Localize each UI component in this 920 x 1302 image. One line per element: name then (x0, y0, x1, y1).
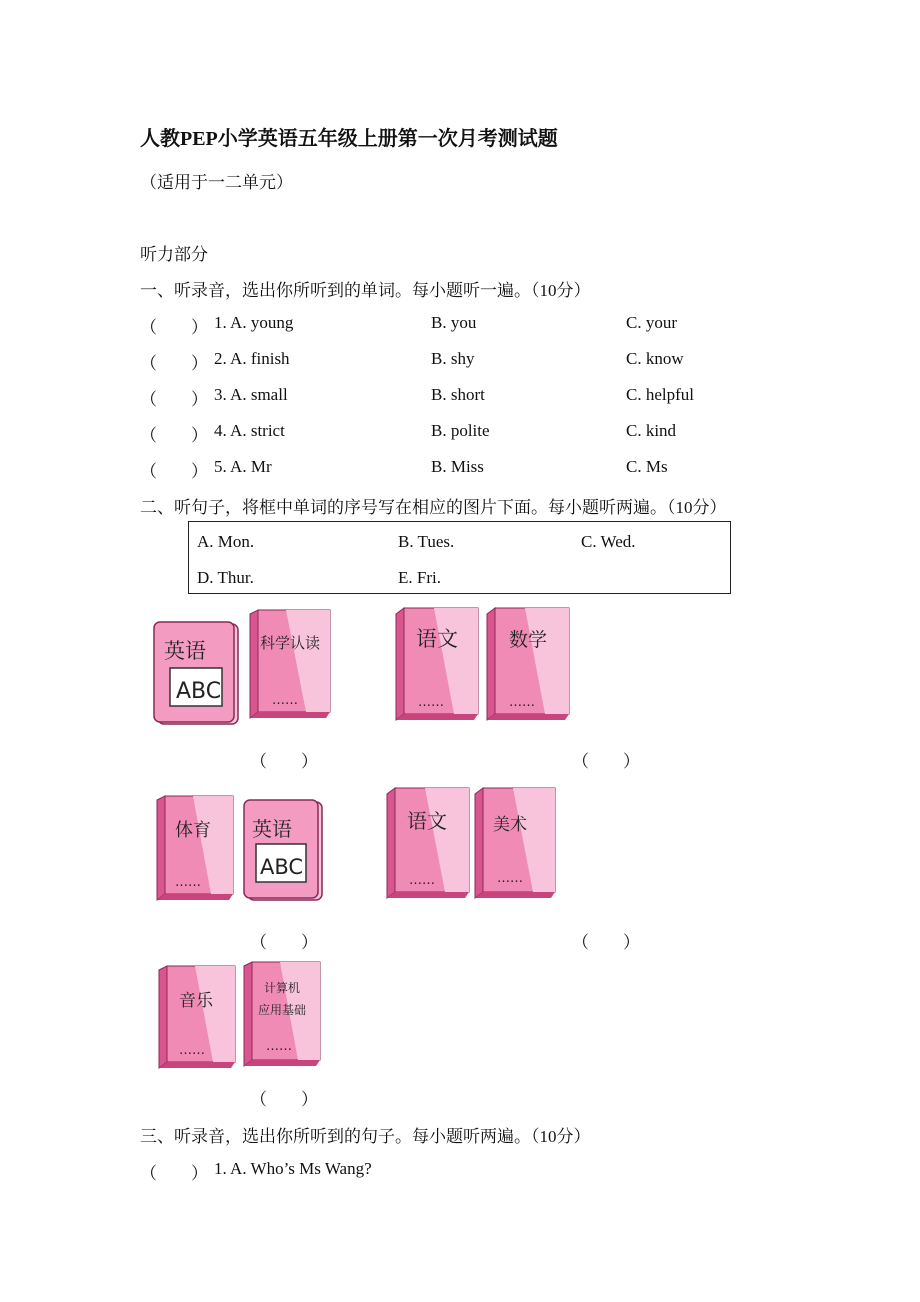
english-book-illustration (240, 796, 326, 904)
option-a: 3. A. small (214, 385, 288, 404)
word-bank-item: A. Mon. (197, 532, 255, 551)
answer-blank[interactable]: （ ） (250, 1090, 318, 1109)
answer-blank[interactable]: （ ） (572, 752, 640, 771)
option-b: B. polite (431, 421, 490, 440)
book-dots: …… (509, 695, 535, 710)
option-c: C. Ms (626, 457, 668, 476)
answer-blank[interactable]: （ ） (250, 933, 318, 952)
book-title: 音乐 (179, 991, 213, 1011)
word-bank-box (188, 521, 731, 594)
option-b: B. shy (431, 349, 475, 368)
pe-book-illustration (155, 796, 237, 902)
word-bank-item: B. Tues. (398, 532, 455, 551)
word-bank-item: E. Fri. (398, 568, 441, 587)
listening-heading: 听力部分 (140, 245, 208, 264)
book-dots: …… (497, 871, 523, 886)
answer-blank[interactable]: （ ） (140, 318, 208, 337)
music-book-illustration (157, 966, 239, 1070)
page-title: 人教PEP小学英语五年级上册第一次月考测试题 (140, 128, 558, 150)
page-subtitle: （适用于一二单元） (140, 173, 293, 192)
abc-label: ABC (260, 855, 304, 879)
answer-blank[interactable]: （ ） (572, 933, 640, 952)
computer-book-illustration (242, 962, 324, 1068)
book-dots: …… (272, 693, 298, 708)
book-dots: …… (418, 695, 444, 710)
question-text: 1. A. Who’s Ms Wang? (214, 1159, 372, 1178)
book-title: 科学认读 (260, 634, 321, 652)
chinese-book-illustration (385, 788, 473, 902)
book-title-line2: 应用基础 (258, 1003, 307, 1017)
book-title: 英语 (164, 639, 206, 663)
book-title: 语文 (416, 627, 458, 651)
part2-instruction: 二、听句子，将框中单词的序号写在相应的图片下面。每小题听两遍。（10分） (140, 498, 727, 517)
book-dots: …… (409, 873, 435, 888)
book-dots: …… (175, 875, 201, 890)
option-a: 2. A. finish (214, 349, 290, 368)
math-book-illustration (485, 608, 573, 724)
option-c: C. your (626, 313, 677, 332)
option-a: 1. A. young (214, 313, 294, 332)
answer-blank[interactable]: （ ） (140, 1164, 208, 1183)
book-dots: …… (179, 1043, 205, 1058)
science-book-illustration (248, 610, 334, 722)
book-title: 英语 (252, 817, 292, 841)
option-b: B. you (431, 313, 477, 332)
answer-blank[interactable]: （ ） (140, 462, 208, 481)
book-title: 语文 (407, 809, 447, 833)
word-bank-item: C. Wed. (581, 532, 636, 551)
book-dots: …… (266, 1039, 292, 1054)
part1-instruction: 一、听录音，选出你所听到的单词。每小题听一遍。（10分） (140, 281, 591, 300)
option-c: C. kind (626, 421, 677, 440)
answer-blank[interactable]: （ ） (140, 354, 208, 373)
option-a: 4. A. strict (214, 421, 285, 440)
book-title: 体育 (175, 820, 211, 841)
option-c: C. helpful (626, 385, 694, 404)
book-title: 数学 (509, 629, 548, 651)
chinese-book-illustration (394, 608, 482, 724)
english-book-illustration (150, 618, 242, 730)
option-b: B. short (431, 385, 485, 404)
part3-instruction: 三、听录音，选出你所听到的句子。每小题听两遍。（10分） (140, 1127, 591, 1146)
book-title-line1: 计算机 (264, 981, 301, 995)
option-a: 5. A. Mr (214, 457, 272, 476)
option-c: C. know (626, 349, 684, 368)
answer-blank[interactable]: （ ） (140, 426, 208, 445)
answer-blank[interactable]: （ ） (250, 752, 318, 771)
abc-label: ABC (176, 679, 222, 704)
answer-blank[interactable]: （ ） (140, 390, 208, 409)
option-b: B. Miss (431, 457, 484, 476)
art-book-illustration (473, 788, 559, 902)
book-title: 美术 (493, 815, 527, 835)
word-bank-item: D. Thur. (197, 568, 254, 587)
